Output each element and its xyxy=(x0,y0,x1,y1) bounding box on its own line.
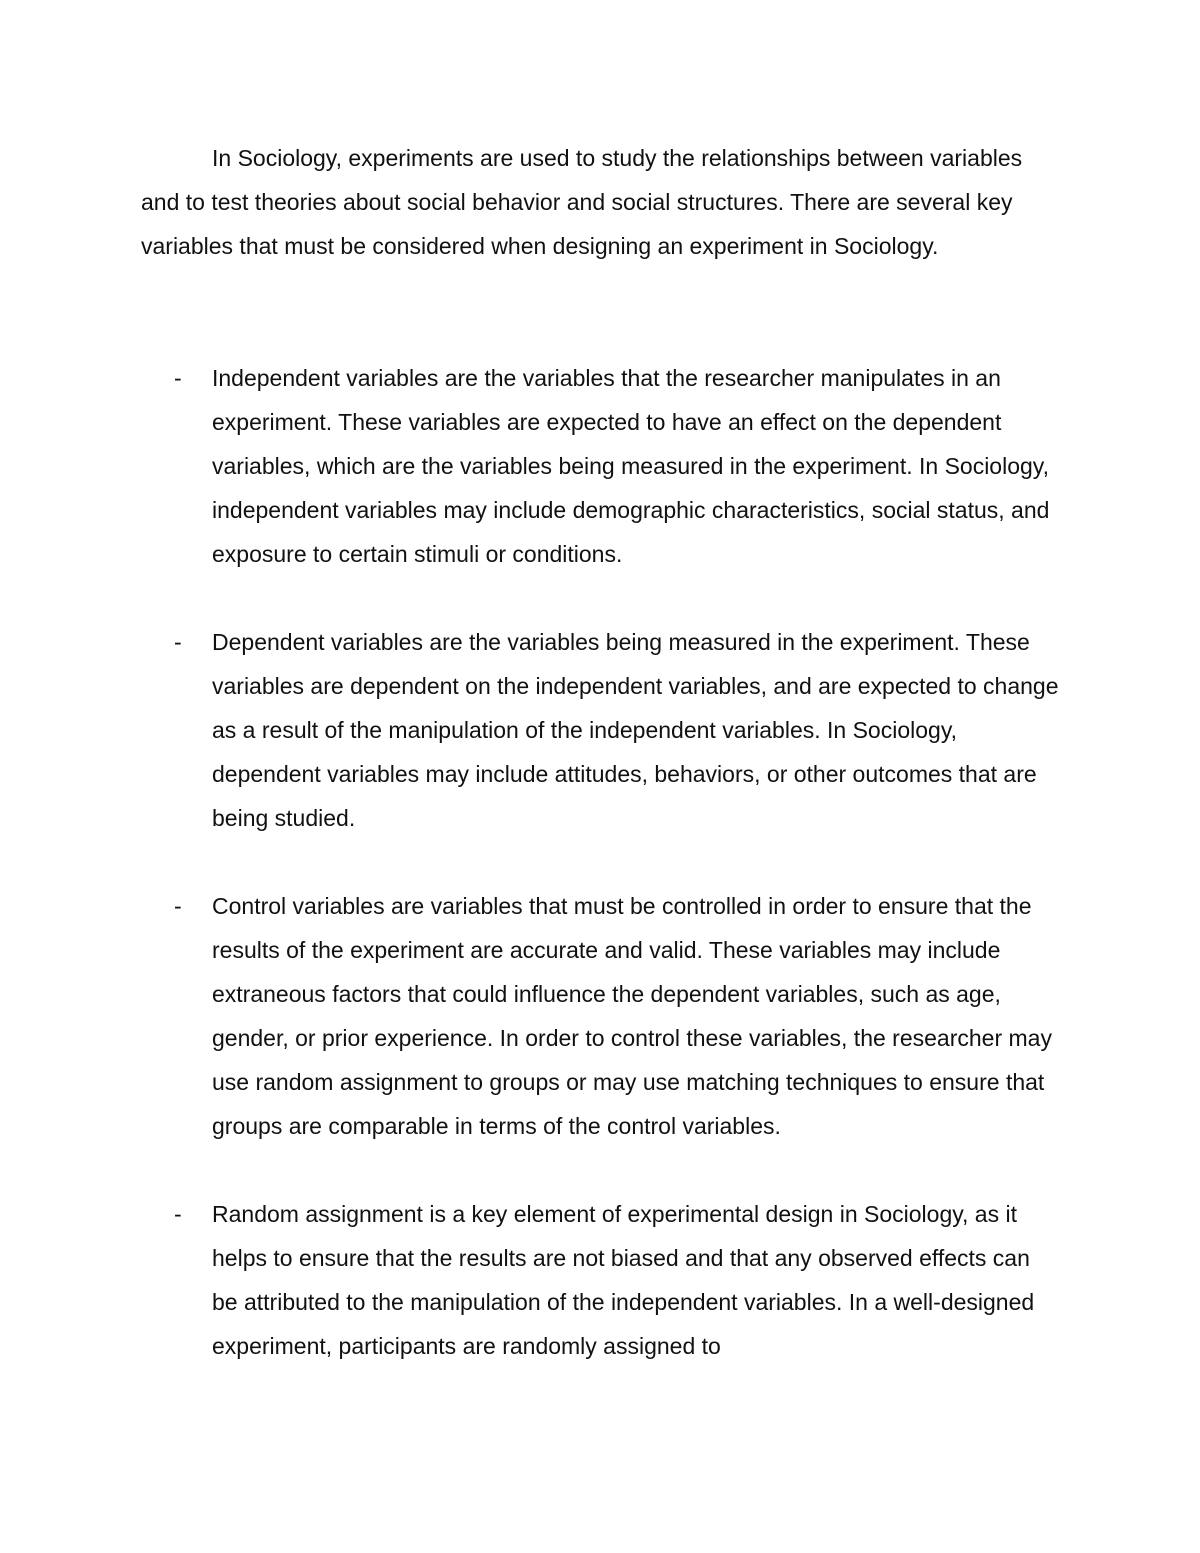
bullet-independent-variables xyxy=(141,356,1061,576)
bullet-dash: - xyxy=(174,365,182,391)
bullet-text: Independent variables are the variables that the researcher manipulates in an experiment. These variables are expected to have an effect on the dependent variables, which are the variables being measured in the experiment. In Sociology, independent variables may include demographic characteristics, social status, and exposure to certain stimuli or conditions. xyxy=(212,365,1050,567)
bullet-text: Control variables are variables that must be controlled in order to ensure that the results of the experiment are accurate and valid. These variables may include extraneous factors that could influence the dependent variables, such as age, gender, or prior experience. In order to control these variables, the researcher may use random assignment to groups or may use matching techniques to ensure that groups are comparable in terms of the control variables. xyxy=(212,893,1052,1139)
bullet-dash: - xyxy=(174,629,182,655)
bullet-dash: - xyxy=(174,1201,182,1227)
intro-paragraph: In Sociology, experiments are used to study the relationships between variables and to test theories about social behavior and social structures. There are several key variables that must be considered when designing an experiment in Sociology. xyxy=(141,145,1023,259)
bullet-dependent-variables xyxy=(141,620,1061,840)
bullet-random-assignment xyxy=(141,1192,1061,1368)
bullet-dash: - xyxy=(174,893,182,919)
bullet-text: Dependent variables are the variables being measured in the experiment. These variables are dependent on the independent variables, and are expected to change as a result of the manipulation of the independent variables. In Sociology, dependent variables may include attitudes, behaviors, or other outcomes that are being studied. xyxy=(212,629,1059,831)
bullet-text: Random assignment is a key element of experimental design in Sociology, as it helps to ensure that the results are not biased and that any observed effects can be attributed to the manipulation of the independent variables. In a well-designed experiment, participants are randomly assigned to xyxy=(212,1201,1035,1359)
variables-bullet-list xyxy=(141,356,1061,1412)
bullet-control-variables xyxy=(141,884,1061,1148)
